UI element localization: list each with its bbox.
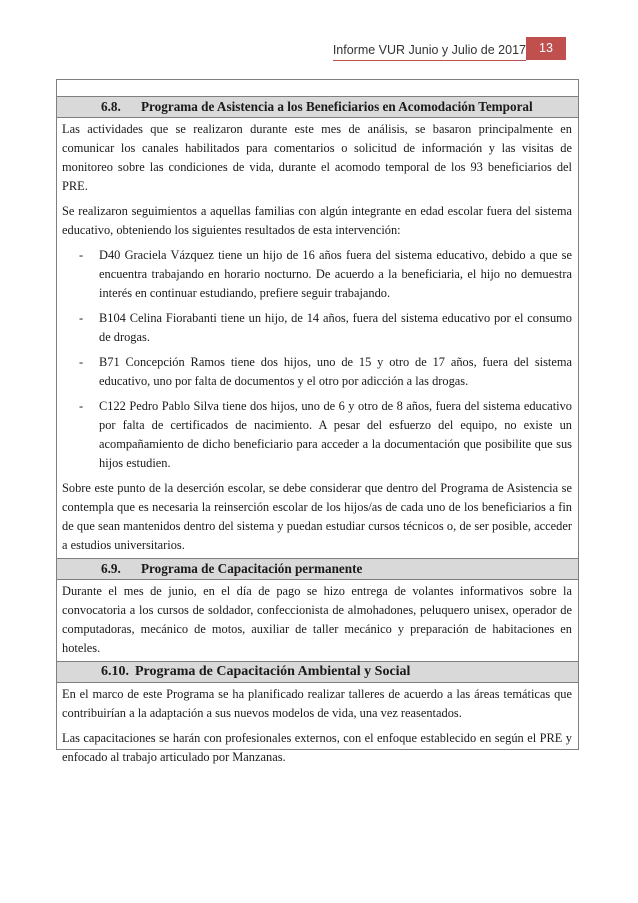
section-number: 6.8. xyxy=(101,99,121,114)
list-item-text: D40 Graciela Vázquez tiene un hijo de 16 años fuera del sistema educativo, debido a que se encuentra trabajando en horario nocturno. De acuerdo a la beneficiaria, el hijo no demuestra interés en continuar estudiando, prefiere seguir trabajando. xyxy=(99,248,572,300)
header-underline xyxy=(333,60,526,61)
section-title: Programa de Capacitación permanente xyxy=(141,561,363,576)
bullet-dash: - xyxy=(79,248,84,262)
list-item xyxy=(62,309,572,347)
report-table xyxy=(56,79,579,764)
paragraph: Durante el mes de junio, en el día de pago se hizo entrega de volantes informativos sobre la convocatoria a los cursos de soldador, confeccionista de almohadones, peluquero unisex, operador de computadoras, mecánico de motos, auxiliar de taller mecánico y preparación de habitaciones en hoteles. xyxy=(62,584,572,655)
list-item xyxy=(62,397,572,473)
bullet-dash: - xyxy=(79,399,84,413)
list-item xyxy=(62,246,572,303)
section-title: Programa de Capacitación Ambiental y Social xyxy=(135,664,411,679)
page-number: 13 xyxy=(526,37,566,60)
section-body-6-9 xyxy=(57,580,578,662)
paragraph: Sobre este punto de la deserción escolar, se debe considerar que dentro del Programa de Asistencia se contempla que es necesaria la reinserción escolar de los hijos/as de cada uno de los beneficiarios a fin de que sean mantenidos dentro del sistema y puedan estudiar cursos técnicos o, de ser posible, acceder a estudios universitarios. xyxy=(62,481,572,552)
paragraph: Las capacitaciones se harán con profesionales externos, con el enfoque establecido en según el PRE y enfocado al trabajo articulado por Manzanas. xyxy=(62,731,572,764)
section-body-6-10 xyxy=(57,683,578,770)
section-heading-6-8 xyxy=(57,97,578,118)
paragraph: Las actividades que se realizaron durante este mes de análisis, se basaron principalmente en comunicar los canales habilitados para comentarios o solicitud de información y las visitas de monitoreo sobre las condiciones de vida, durante el acomodo temporal de los 93 beneficiarios del PRE. xyxy=(62,122,572,193)
header-title: Informe VUR Junio y Julio de 2017 xyxy=(332,43,526,57)
section-title: Programa de Asistencia a los Beneficiarios en Acomodación Temporal xyxy=(141,99,533,114)
table-top-row xyxy=(57,80,578,97)
section-number: 6.9. xyxy=(101,561,121,576)
list-item-text: B104 Celina Fiorabanti tiene un hijo, de 14 años, fuera del sistema educativo por el consumo de drogas. xyxy=(99,311,572,344)
bullet-dash: - xyxy=(79,355,84,369)
bullet-dash: - xyxy=(79,311,84,325)
paragraph: Se realizaron seguimientos a aquellas familias con algún integrante en edad escolar fuera del sistema educativo, obteniendo los siguientes resultados de esta intervención: xyxy=(62,204,572,237)
list-item-text: C122 Pedro Pablo Silva tiene dos hijos, uno de 6 y otro de 8 años, fuera del sistema educativo por falta de certificados de nacimiento. A pesar del esfuerzo del equipo, no existe un acompañamiento de dicho beneficiario para acceder a la documentación que posibilite que sus hijos estudien. xyxy=(99,399,572,470)
section-heading-6-10 xyxy=(57,662,578,683)
section-heading-6-9 xyxy=(57,559,578,580)
list-item-text: B71 Concepción Ramos tiene dos hijos, uno de 15 y otro de 17 años, fuera del sistema educativo, uno por falta de documentos y el otro por adicción a las drogas. xyxy=(99,355,572,388)
list-item xyxy=(62,353,572,391)
section-body-6-8 xyxy=(57,118,578,559)
paragraph: En el marco de este Programa se ha planificado realizar talleres de acuerdo a las áreas temáticas que contribuirían a la adaptación a sus nuevos modelos de vida, una vez reasentados. xyxy=(62,687,572,720)
section-number: 6.10. xyxy=(101,664,129,679)
